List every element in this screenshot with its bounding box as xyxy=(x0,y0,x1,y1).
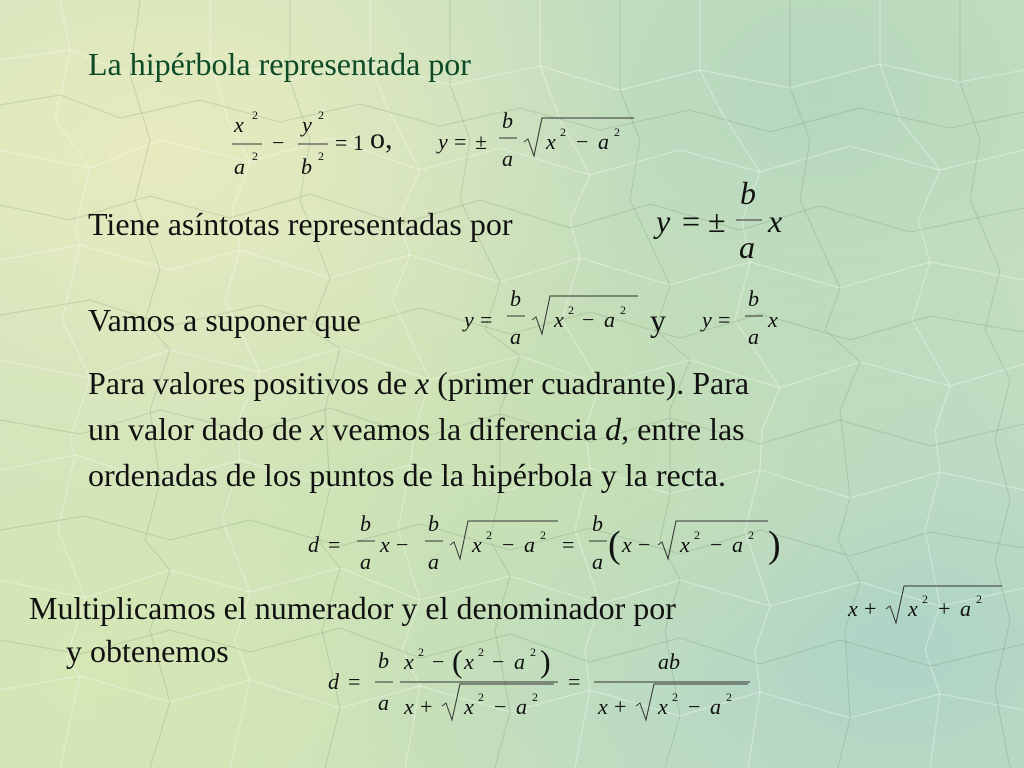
svg-text:ab: ab xyxy=(658,649,680,674)
svg-text:a: a xyxy=(710,694,721,719)
svg-text:x: x xyxy=(680,532,690,557)
svg-text:±: ± xyxy=(475,129,488,154)
svg-text:(: ( xyxy=(452,643,463,679)
svg-text:x: x xyxy=(598,694,608,719)
svg-text:2: 2 xyxy=(530,645,536,659)
svg-text:−: − xyxy=(432,649,445,674)
svg-text:b: b xyxy=(301,154,312,179)
svg-text:a: a xyxy=(360,549,371,574)
svg-text:2: 2 xyxy=(540,528,546,542)
svg-text:±: ± xyxy=(708,203,726,239)
svg-text:=: = xyxy=(328,532,341,557)
paragraph-line-2 xyxy=(88,406,749,452)
multiply-sentence: Multiplicamos el numerador y el denominador por xyxy=(29,590,676,626)
svg-text:=: = xyxy=(562,532,575,557)
svg-text:x: x xyxy=(768,307,778,332)
explanation-paragraph xyxy=(88,360,749,498)
svg-text:2: 2 xyxy=(568,303,574,317)
svg-text:−: − xyxy=(492,649,505,674)
svg-text:y: y xyxy=(464,307,474,332)
difference-formula xyxy=(306,505,796,589)
svg-text:x: x xyxy=(848,596,858,621)
svg-text:2: 2 xyxy=(418,645,424,659)
svg-text:x: x xyxy=(464,694,474,719)
svg-text:a: a xyxy=(598,129,609,154)
svg-text:a: a xyxy=(234,154,245,179)
svg-text:2: 2 xyxy=(976,592,982,606)
svg-text:2: 2 xyxy=(318,149,324,163)
svg-text:−: − xyxy=(396,532,409,557)
paragraph-text: veamos la diferencia xyxy=(324,411,606,447)
svg-text:x: x xyxy=(768,203,783,239)
asymptote-branch-formula xyxy=(700,282,800,362)
svg-text:−: − xyxy=(502,532,515,557)
svg-text:=: = xyxy=(682,203,701,239)
paragraph-text: , entre las xyxy=(621,411,745,447)
svg-text:x: x xyxy=(658,694,668,719)
paragraph-text: (primer cuadrante). Para xyxy=(429,365,750,401)
asymptote-sentence: Tiene asíntotas representadas por xyxy=(88,206,513,242)
svg-text:(: ( xyxy=(608,524,621,566)
svg-text:=: = xyxy=(568,669,581,694)
equation-connector: o, xyxy=(370,122,393,155)
svg-text:2: 2 xyxy=(922,592,928,606)
and-word: y xyxy=(650,302,666,338)
hyperbola-explicit-formula xyxy=(436,104,636,184)
svg-text:−: − xyxy=(688,694,701,719)
suppose-sentence: Vamos a suponer que xyxy=(88,302,361,338)
svg-text:b: b xyxy=(360,511,371,536)
variable-d: d xyxy=(605,411,622,447)
paragraph-line-3: ordenadas de los puntos de la hipérbola y la recta. xyxy=(88,457,726,493)
svg-text:x: x xyxy=(404,649,414,674)
hyperbola-branch-formula xyxy=(462,282,642,362)
svg-text:a: a xyxy=(732,532,743,557)
svg-text:2: 2 xyxy=(252,149,258,163)
svg-text:a: a xyxy=(378,690,389,715)
svg-text:2: 2 xyxy=(486,528,492,542)
svg-text:=: = xyxy=(335,130,348,155)
svg-text:−: − xyxy=(576,129,589,154)
svg-text:): ) xyxy=(768,524,781,566)
svg-text:1: 1 xyxy=(353,130,364,155)
svg-text:x: x xyxy=(404,694,414,719)
svg-text:2: 2 xyxy=(614,125,620,139)
multiplier-expression xyxy=(846,583,1006,633)
svg-text:2: 2 xyxy=(620,303,626,317)
svg-text:a: a xyxy=(960,596,971,621)
svg-text:=: = xyxy=(348,669,361,694)
final-formula xyxy=(326,636,756,726)
paragraph-text: Para valores positivos de xyxy=(88,365,416,401)
svg-text:2: 2 xyxy=(478,690,484,704)
svg-text:−: − xyxy=(710,532,723,557)
svg-text:2: 2 xyxy=(252,108,258,122)
svg-text:2: 2 xyxy=(748,528,754,542)
svg-text:=: = xyxy=(718,307,731,332)
variable-x: x xyxy=(310,411,325,447)
svg-text:x: x xyxy=(234,112,244,137)
svg-text:b: b xyxy=(592,511,603,536)
paragraph-line-1 xyxy=(88,360,749,406)
svg-text:x: x xyxy=(622,532,632,557)
obtain-sentence: y obtenemos xyxy=(66,633,229,669)
svg-text:a: a xyxy=(428,549,439,574)
svg-text:b: b xyxy=(378,648,389,673)
svg-text:2: 2 xyxy=(318,108,324,122)
svg-text:=: = xyxy=(454,129,467,154)
svg-text:x: x xyxy=(908,596,918,621)
svg-text:d: d xyxy=(328,669,339,694)
svg-text:b: b xyxy=(502,108,513,133)
svg-text:x: x xyxy=(554,307,564,332)
svg-text:y: y xyxy=(702,307,712,332)
svg-text:−: − xyxy=(582,307,595,332)
svg-text:2: 2 xyxy=(532,690,538,704)
svg-text:+: + xyxy=(420,694,433,719)
svg-text:+: + xyxy=(938,596,951,621)
svg-text:a: a xyxy=(592,549,603,574)
svg-text:): ) xyxy=(540,643,551,679)
paragraph-text: un valor dado de xyxy=(88,411,311,447)
svg-text:b: b xyxy=(428,511,439,536)
svg-text:a: a xyxy=(514,649,525,674)
svg-text:+: + xyxy=(614,694,627,719)
svg-text:2: 2 xyxy=(726,690,732,704)
svg-text:−: − xyxy=(272,130,285,155)
svg-text:2: 2 xyxy=(672,690,678,704)
svg-text:y: y xyxy=(302,112,312,137)
svg-text:a: a xyxy=(739,229,755,265)
svg-text:y: y xyxy=(656,203,671,239)
hyperbola-equation xyxy=(226,104,376,184)
variable-x: x xyxy=(415,365,430,401)
svg-text:a: a xyxy=(516,694,527,719)
svg-text:−: − xyxy=(638,532,651,557)
svg-text:a: a xyxy=(748,324,759,349)
svg-text:d: d xyxy=(308,532,319,557)
asymptote-formula xyxy=(652,174,802,270)
svg-text:a: a xyxy=(502,146,513,171)
svg-text:a: a xyxy=(604,307,615,332)
svg-text:a: a xyxy=(510,324,521,349)
svg-text:x: x xyxy=(546,129,556,154)
svg-text:2: 2 xyxy=(560,125,566,139)
svg-text:x: x xyxy=(380,532,390,557)
svg-text:x: x xyxy=(464,649,474,674)
svg-text:y: y xyxy=(438,129,448,154)
svg-text:b: b xyxy=(740,175,756,211)
svg-text:−: − xyxy=(494,694,507,719)
svg-text:b: b xyxy=(748,286,759,311)
svg-text:b: b xyxy=(510,286,521,311)
svg-text:+: + xyxy=(864,596,877,621)
slide-title: La hipérbola representada por xyxy=(88,46,471,82)
svg-text:2: 2 xyxy=(694,528,700,542)
svg-text:a: a xyxy=(524,532,535,557)
svg-text:x: x xyxy=(472,532,482,557)
svg-text:=: = xyxy=(480,307,493,332)
svg-text:2: 2 xyxy=(478,645,484,659)
